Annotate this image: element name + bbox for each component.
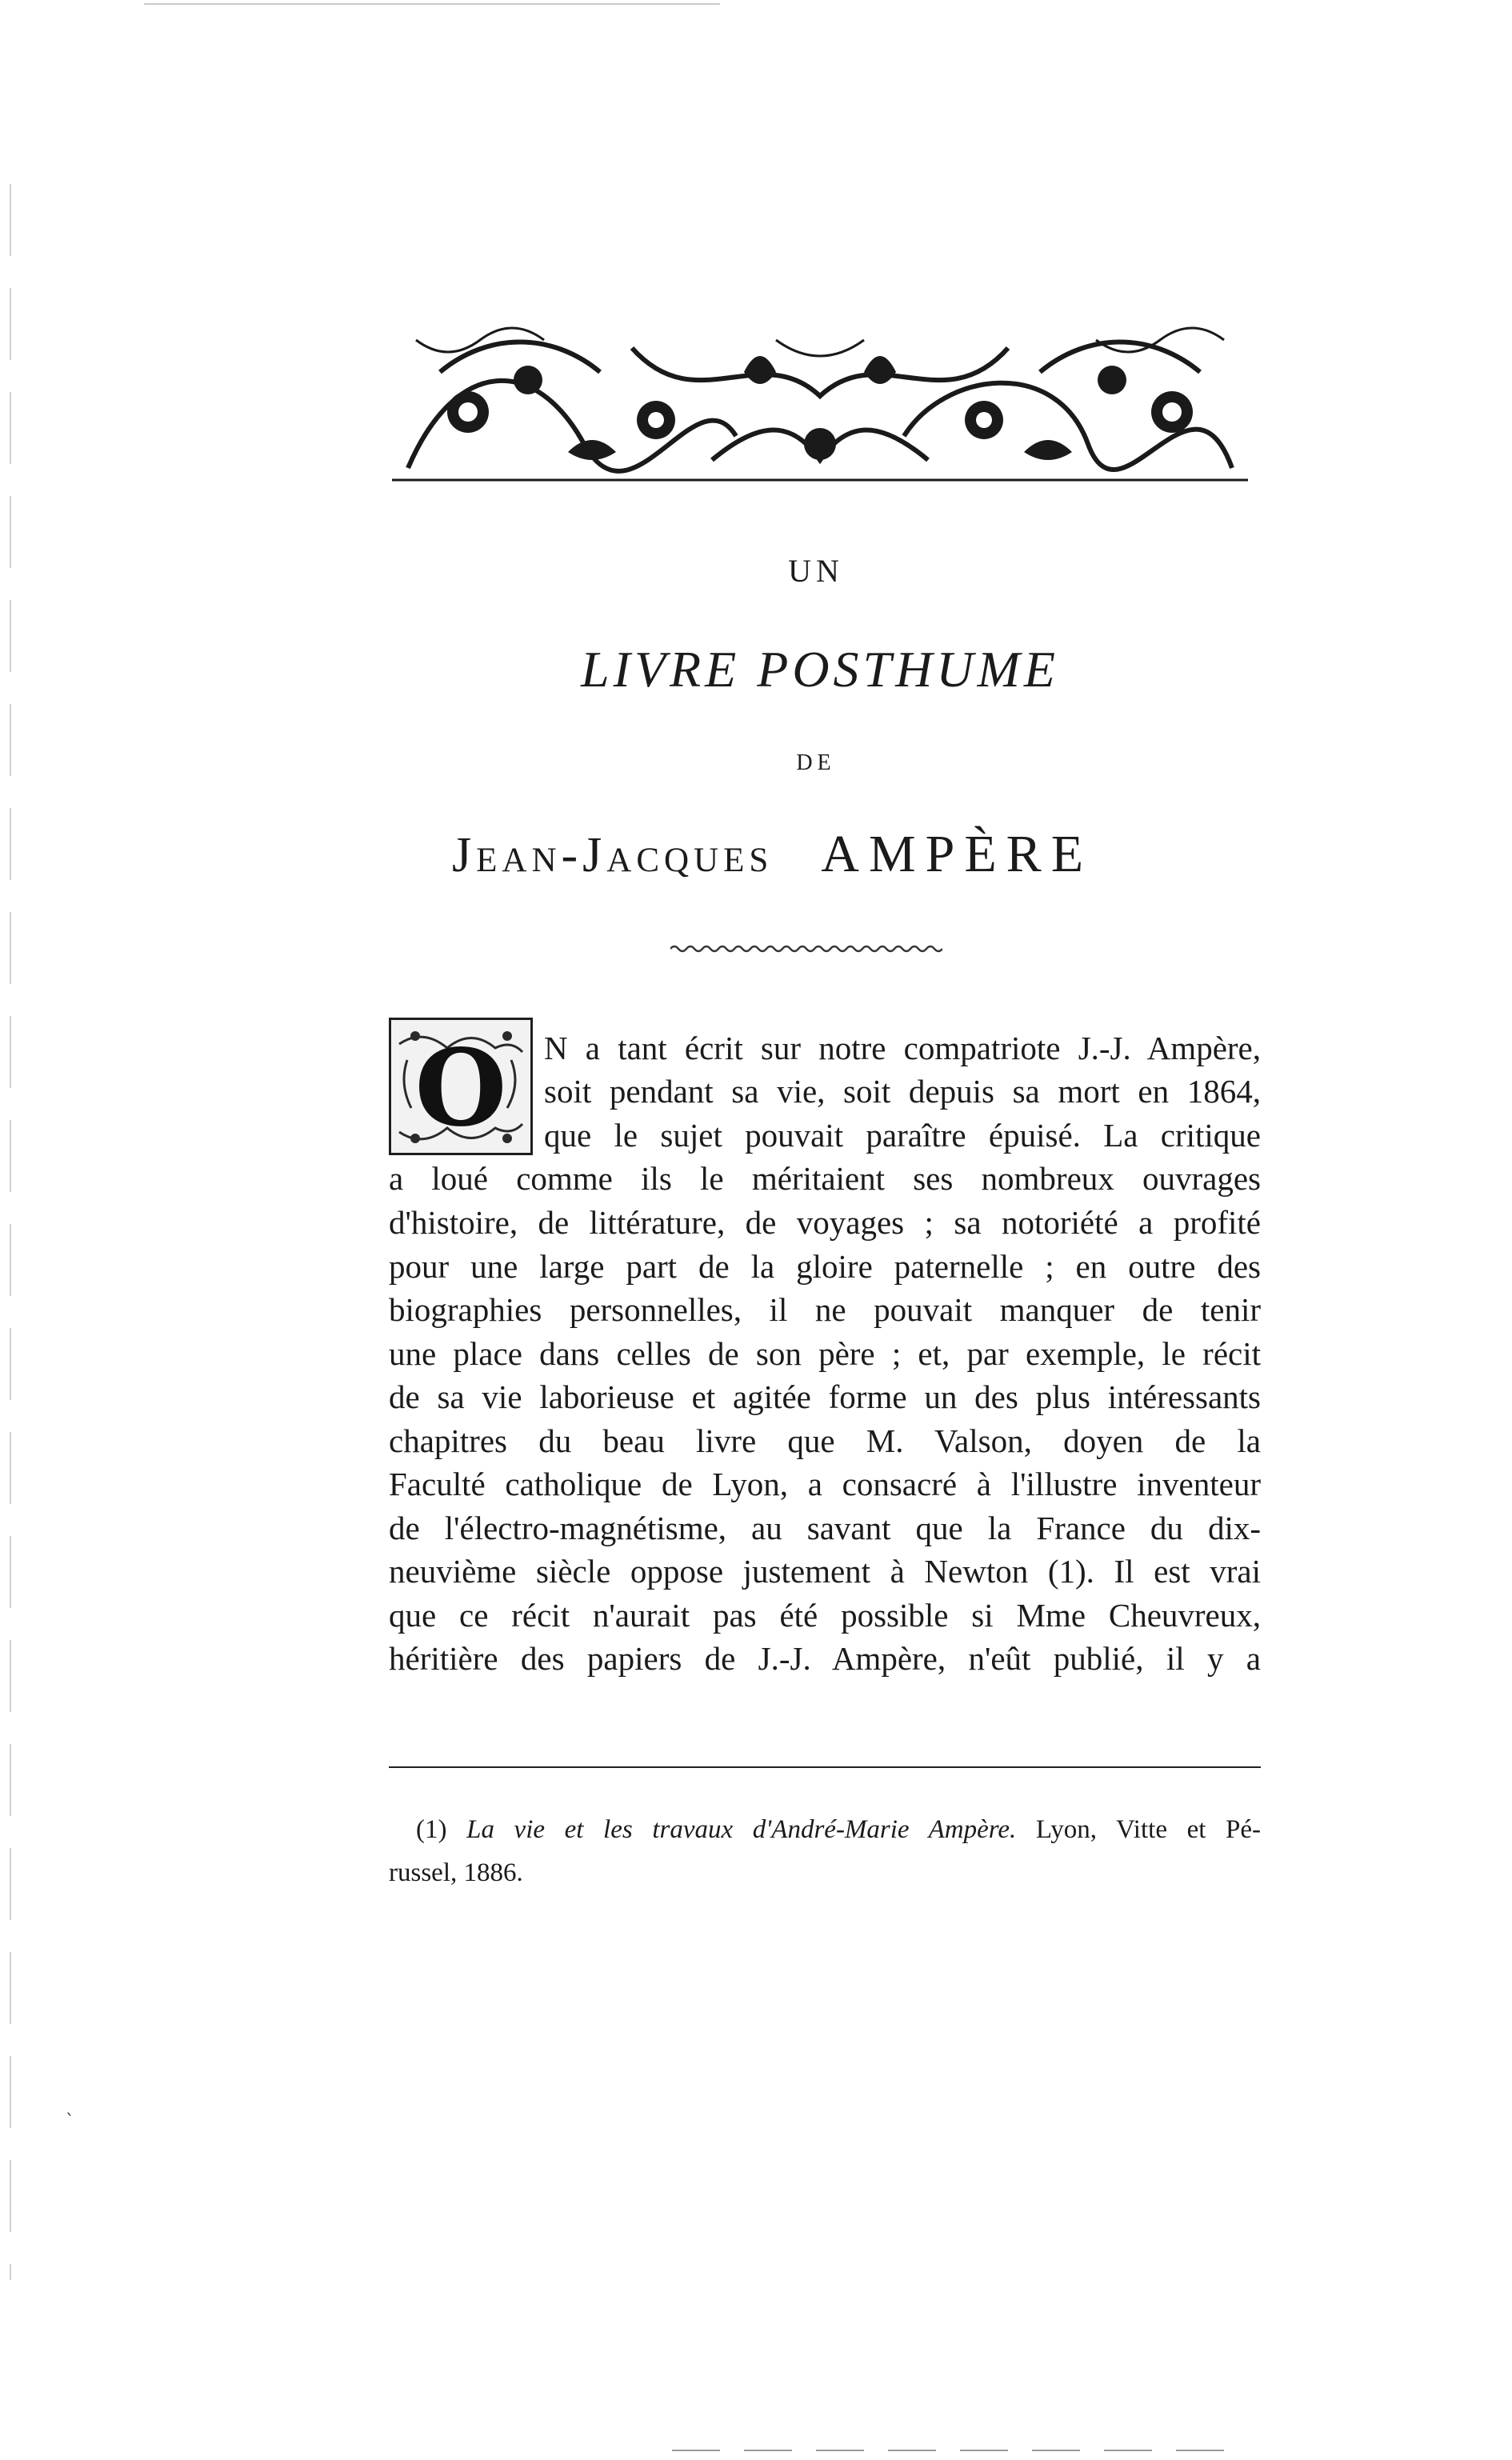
body-line-3: que le sujet pouvait paraître épuisé. La critique [544,1117,1261,1154]
footnote-line-2: russel, 1886. [389,1858,523,1887]
body-line-2: soit pendant sa vie, soit depuis sa mort en 1864, [544,1073,1261,1110]
body-line-14: que ce récit n'aurait pas été possible si Mme Cheuvreux, [389,1597,1261,1634]
body-line-4: a loué comme ils le méritaient ses nombreux ouvrages [389,1160,1261,1197]
wavy-rule-icon [670,942,942,955]
body-line-6: pour une large part de la gloire paternelle ; en outre des [389,1248,1261,1285]
author-first-name: Jean-Jacques [452,828,774,882]
scan-edge-bottom [672,2450,1232,2451]
body-line-11: Faculté catholique de Lyon, a consacré à l'illustre inventeur [389,1466,1261,1502]
footnote-marker: (1) [416,1815,447,1844]
floral-headpiece-icon [392,324,1248,484]
footnote-publisher: Lyon, Vitte et Pé- [1035,1815,1261,1844]
scan-speck: ` [66,2112,74,2132]
body-line-13: neuvième siècle oppose justement à Newton (1). Il est vrai [389,1553,1261,1590]
title-line-un: UN [788,553,844,589]
body-line-1: N a tant écrit sur notre compatriote J.-J. Ampère, [544,1030,1261,1066]
title-line-de: DE [796,750,836,775]
title-livre-posthume: LIVRE POSTHUME [581,641,1059,698]
body-line-7: biographies personnelles, il ne pouvait manquer de tenir [389,1291,1261,1328]
scan-edge-left [10,184,11,2280]
body-line-10: chapitres du beau livre que M. Valson, doyen de la [389,1422,1261,1459]
body-line-8: une place dans celles de son père ; et, par exemple, le récit [389,1335,1261,1372]
ornamental-initial-o-icon [389,1018,533,1155]
body-line-5: d'histoire, de littérature, de voyages ; sa notoriété a profité [389,1204,1261,1241]
author-name [452,824,1236,885]
body-line-12: de l'électro-magnétisme, au savant que la France du dix- [389,1510,1261,1546]
body-line-9: de sa vie laborieuse et agitée forme un des plus intéressants [389,1378,1261,1415]
body-line-15: héritière des papiers de J.-J. Ampère, n'eût publié, il y a [389,1640,1261,1677]
author-last-name: AMPÈRE [821,825,1094,883]
scan-edge-top [144,3,720,5]
footnote-book-title: La vie et les travaux d'André-Marie Ampère. [466,1815,1017,1844]
footnote-line-1 [416,1810,1261,1850]
drop-cap-letter: O [414,1026,507,1150]
footnote-rule [389,1766,1261,1768]
